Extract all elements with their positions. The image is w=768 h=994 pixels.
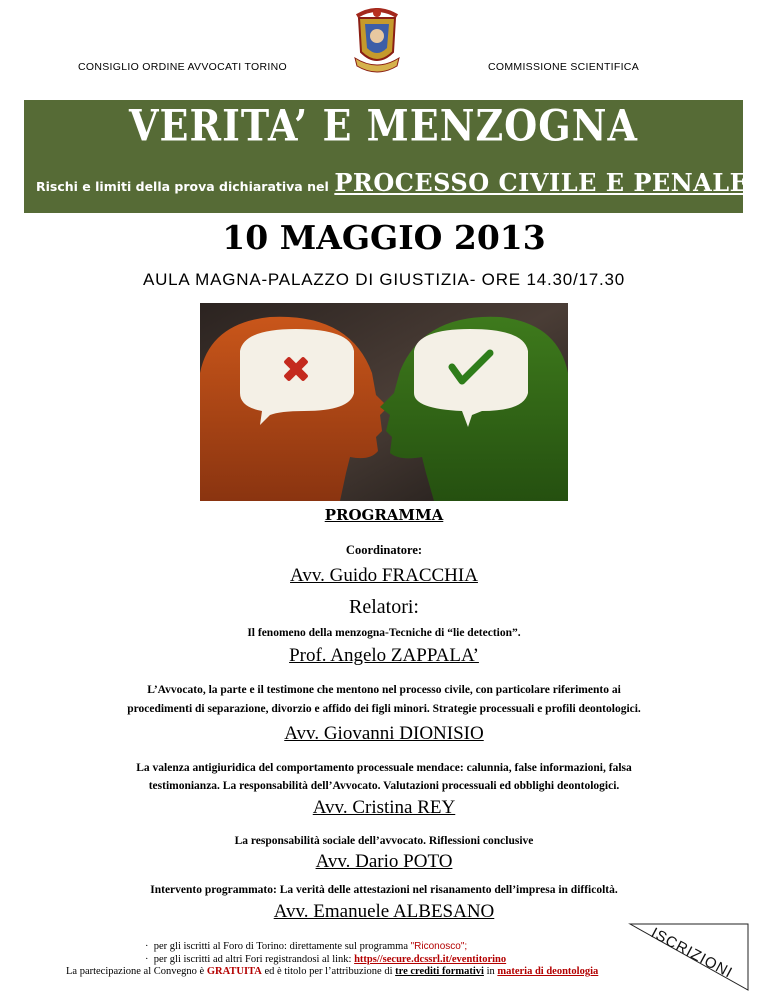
subtitle-small: Rischi e limiti della prova dichiarativa nel xyxy=(36,179,329,194)
subject-label: materia di deontologia xyxy=(497,966,599,977)
registration-line-other: · per gli iscritti ad altri Fori registrandosi al link: https//secure.dcssrl.it/eventitorino xyxy=(145,953,507,965)
iscrizioni-badge[interactable] xyxy=(610,922,750,992)
talk-2-topic-line1: L’Avvocato, la parte e il testimone che mentono nel processo civile, con particolare riferimento ai xyxy=(147,684,621,696)
talk-1-topic: Il fenomeno della menzogna-Tecniche di “lie detection”. xyxy=(247,627,521,639)
talk-4-topic: La responsabilità sociale dell’avvocato. Riflessioni conclusive xyxy=(234,835,534,847)
free-label: GRATUITA xyxy=(206,966,262,977)
speakers-label: Relatori: xyxy=(349,596,419,618)
talk-2-topic-line2: procedimenti di separazione, divorzio e affido dei figli minori. Strategie processuali e profili deontologici. xyxy=(127,703,641,715)
talk-5-topic: Intervento programmato: La verità delle attestazioni nel risanamento dell’impresa in difficoltà. xyxy=(150,884,618,896)
talk-1-speaker: Prof. Angelo ZAPPALA’ xyxy=(289,645,479,666)
event-title: VERITA’ E MENZOGNA xyxy=(129,100,638,151)
talk-3-topic-line2: testimonianza. La responsabilità dell’Avvocato. Valutazioni processuali ed obblighi deontologici. xyxy=(148,780,620,792)
org-right-label: COMMISSIONE SCIENTIFICA xyxy=(488,61,639,73)
talk-3-speaker: Avv. Cristina REY xyxy=(312,797,456,818)
riconosco-highlight: "Riconosco"; xyxy=(410,941,468,952)
event-venue: AULA MAGNA-PALAZZO DI GIUSTIZIA- ORE 14.30/17.30 xyxy=(142,270,626,289)
participation-note: La partecipazione al Convegno è GRATUITA ed è titolo per l’attribuzione di tre crediti formativi in materia di deontologia xyxy=(66,966,599,977)
coat-of-arms-logo xyxy=(349,8,405,78)
event-date: 10 MAGGIO 2013 xyxy=(222,218,546,257)
coordinator-label: Coordinatore: xyxy=(345,543,423,557)
program-heading: PROGRAMMA xyxy=(324,506,444,524)
registration-link[interactable]: https//secure.dcssrl.it/eventitorino xyxy=(354,953,507,965)
coordinator-name: Avv. Guido FRACCHIA xyxy=(290,565,478,586)
registration-line-torino: · per gli iscritti al Foro di Torino: direttamente sul programma "Riconosco"; xyxy=(145,941,468,952)
event-subtitle xyxy=(36,168,749,197)
registration-info xyxy=(0,941,700,979)
org-left-label: CONSIGLIO ORDINE AVVOCATI TORINO xyxy=(78,61,287,73)
subtitle-big: PROCESSO CIVILE E PENALE xyxy=(334,168,749,197)
talk-5-speaker: Avv. Emanuele ALBESANO xyxy=(273,901,495,922)
credits-label: tre crediti formativi xyxy=(395,966,484,977)
iscrizioni-label: ISCRIZIONI xyxy=(648,924,736,982)
talk-3-topic-line1: La valenza antigiuridica del comportamento processuale mendace: calunnia, false informazioni, falsa xyxy=(136,762,632,774)
talk-4-speaker: Avv. Dario POTO xyxy=(315,851,453,872)
truth-lie-heads-illustration xyxy=(200,303,568,501)
talk-2-speaker: Avv. Giovanni DIONISIO xyxy=(284,723,484,744)
